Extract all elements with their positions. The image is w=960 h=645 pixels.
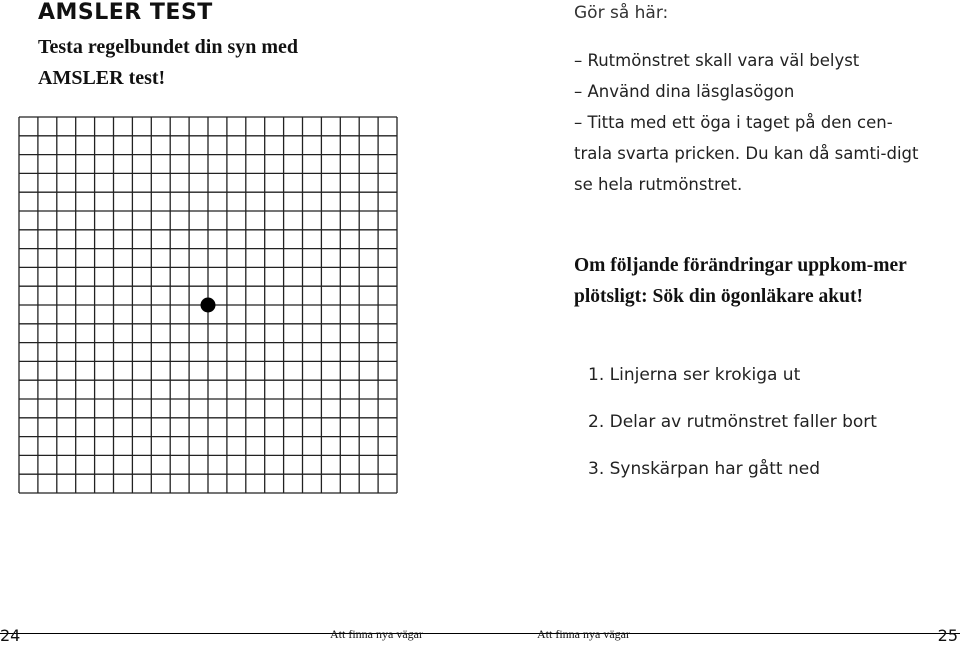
page-subtitle: Testa regelbundet din syn med AMSLER test!: [38, 36, 299, 89]
footer-label-left: Att finna nya vägar: [330, 627, 423, 641]
center-dot: [201, 298, 216, 313]
page-number-right: 25: [937, 626, 958, 645]
instructions-heading: Gör så här:: [574, 3, 669, 23]
instructions-list: [574, 45, 924, 200]
right-page: [480, 0, 960, 644]
symptom-item: 2. Delar av rutmönstret faller bort: [588, 412, 877, 432]
symptoms-list: [588, 360, 928, 501]
amsler-grid: [18, 116, 398, 494]
page-number-left: 24: [0, 626, 21, 645]
symptom-item: 1. Linjerna ser krokiga ut: [588, 365, 801, 385]
instruction-item: – Använd dina läsglasögon: [574, 82, 795, 101]
left-page: [0, 0, 480, 644]
footer-label-right: Att finna nya vägar: [537, 627, 630, 641]
instruction-item: – Rutmönstret skall vara väl belyst: [574, 51, 860, 70]
footer-rule: [0, 633, 960, 634]
amsler-grid-container: [18, 116, 398, 499]
page-title: AMSLER TEST: [38, 0, 213, 25]
instruction-item: – Titta med ett öga i taget på den cen-trala svarta pricken. Du kan då samti-digt se hela rutmönstret.: [574, 113, 919, 194]
warning-text: Om följande förändringar uppkom-mer plötsligt: Sök din ögonläkare akut!: [574, 255, 907, 307]
symptom-item: 3. Synskärpan har gått ned: [588, 459, 820, 479]
